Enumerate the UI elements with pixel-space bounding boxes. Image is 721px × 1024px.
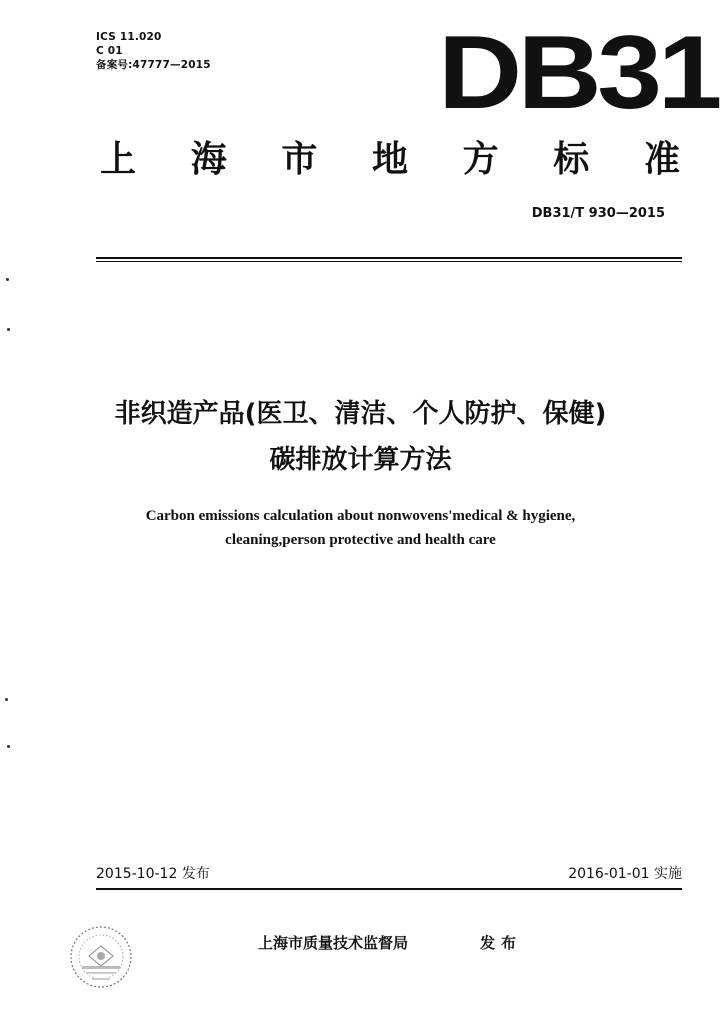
scan-speck bbox=[7, 745, 10, 748]
document-title-cn-line2: 碳排放计算方法 bbox=[269, 445, 452, 475]
official-seal-icon bbox=[66, 922, 136, 992]
ccs-code: C 01 bbox=[96, 45, 123, 57]
scan-speck bbox=[5, 698, 8, 701]
db31-logo: DB31 bbox=[438, 15, 718, 131]
standard-title-char: 方 bbox=[462, 139, 499, 180]
standard-title bbox=[100, 138, 680, 182]
top-rule-thin bbox=[96, 261, 682, 262]
standard-number: DB31/T 930—2015 bbox=[531, 206, 665, 221]
record-number: 备案号:47777—2015 bbox=[96, 59, 211, 71]
document-title-en-line1: Carbon emissions calculation about nonwovens'medical & hygiene, bbox=[145, 508, 576, 524]
standard-title-char: 市 bbox=[281, 139, 318, 180]
implementation-date: 2016-01-01 实施 bbox=[568, 866, 682, 882]
standard-title-char: 准 bbox=[643, 139, 680, 180]
issuing-authority: 上海市质量技术监督局 bbox=[258, 934, 409, 952]
standard-title-char: 海 bbox=[190, 139, 227, 180]
standard-title-char: 标 bbox=[553, 139, 590, 180]
issuing-action: 发布 bbox=[480, 934, 523, 952]
document-title-en-line2: cleaning,person protective and health care bbox=[225, 532, 496, 548]
top-rule bbox=[96, 257, 682, 259]
bottom-rule bbox=[96, 888, 682, 890]
standard-title-char: 地 bbox=[371, 139, 408, 180]
classification-block bbox=[96, 30, 211, 72]
scan-speck bbox=[6, 278, 9, 281]
standard-title-char: 上 bbox=[100, 139, 137, 180]
document-title-cn-line1: 非织造产品(医卫、清洁、个人防护、保健) bbox=[114, 399, 607, 429]
scan-speck bbox=[7, 328, 10, 331]
ics-code: ICS 11.020 bbox=[96, 31, 162, 43]
issue-date: 2015-10-12 发布 bbox=[96, 866, 210, 882]
